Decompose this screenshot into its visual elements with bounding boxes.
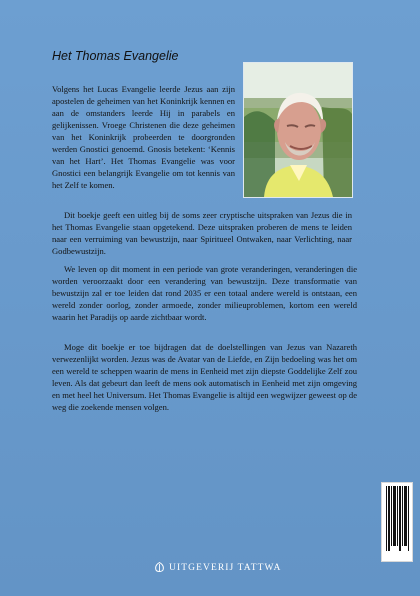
body-paragraph: We leven op dit moment in een periode van grote veranderingen, veranderingen die worden veroorzaakt door een verandering van bewustzijn. Deze transformatie van bewustzijn zal er toe leiden dat rond 2035 er een totaal andere wereld is ontstaan, een wereld zonder oorlog, zonder armoede, zonder milieuproblemen, kortom een wereld waarin het Paradijs op aarde zichtbaar wordt. (52, 264, 357, 322)
publisher-name (154, 562, 282, 573)
publisher-label: UITGEVERIJ TATTWA (169, 562, 282, 573)
body-paragraph: Moge dit boekje er toe bijdragen dat de doelstellingen van Jezus van Nazareth verwezenlijkt worden. Jezus was de Avatar van de Liefde, en Zijn bedoeling was het om een wereld te scheppen waarin de mens in Eenheid met zijn diepste Goddelijke Zelf zou leven. Als dat gebeurt dan leeft de mens ook automatisch in Eenheid met zijn omgeving en met heel het Universum. Het Thomas Evangelie is altijd een wegwijzer geweest op de weg die zoekende mensen volgen. (52, 342, 357, 412)
publisher-logo-icon (154, 562, 165, 573)
author-portrait (244, 63, 352, 197)
book-title: Het Thomas Evangelie (52, 49, 179, 63)
intro-paragraph: Volgens het Lucas Evangelie leerde Jezus aan zijn apostelen de geheimen van het Koninkrijk kennen en aan de omstanders leerde Hij in parabels en gelijkenissen. Vroege Christenen die deze geheimen van het Koninkrijk probeerden te doorgronden werden Gnostici genoemd. Gnosis betekent: ‘Kennis van het Hart’. Het Thomas Evangelie was voor Gnostici een belangrijk Evangelie om tot kennis van het Zelf te komen. (52, 84, 235, 190)
barcode-icon (382, 483, 412, 561)
isbn-barcode (381, 482, 413, 562)
author-photo (243, 62, 353, 198)
body-paragraph: Dit boekje geeft een uitleg bij de soms zeer cryptische uitspraken van Jezus die in het Thomas Evangelie staan opgetekend. Deze uitspraken proberen de mens te leiden naar een verruiming van bewustzijn, naar Spiritueel Ontwaken, naar Verlichting, naar Godbewustzijn. (52, 210, 352, 256)
